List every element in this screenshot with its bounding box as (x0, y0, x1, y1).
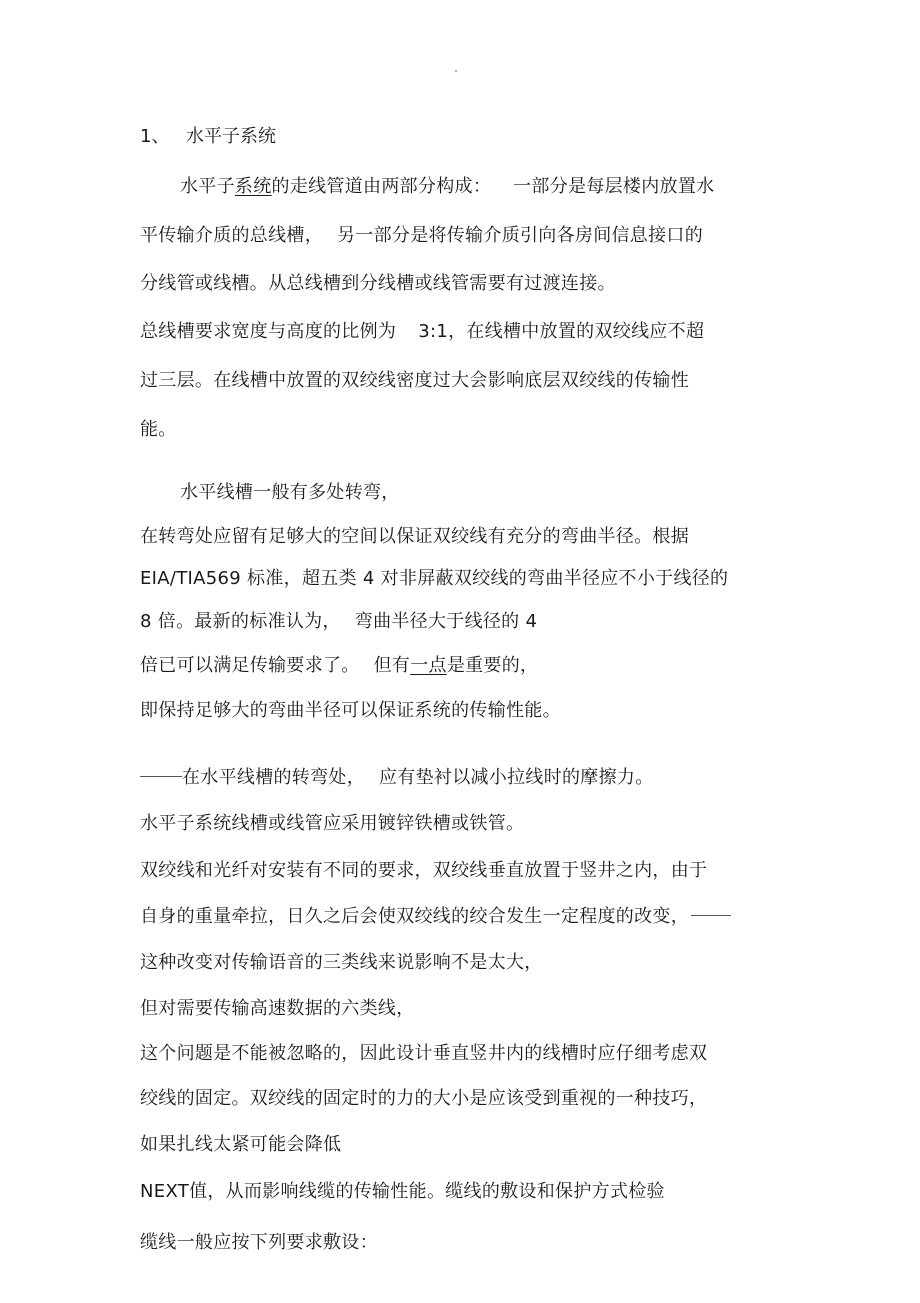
p3-line-1: 水平线槽一般有多处转弯， (180, 482, 400, 503)
p2-line-1: 总线槽要求宽度与高度的比例为 3:1，在线槽中放置的双绞线应不超 (140, 321, 705, 342)
p4-line-7: 这个问题是不能被忽略的，因此设计垂直竖井内的线槽时应仔细考虑双 (140, 1043, 708, 1064)
p4-line-5: 这种改变对传输语音的三类线来说影响不是太大， (140, 952, 543, 973)
p1-line-1: 水平子系统的走线管道由两部分构成： 一部分是每层楼内放置水 (180, 176, 715, 197)
section-number: 1、 (140, 126, 170, 147)
p3-line-5: 倍已可以满足传输要求了。 但有一点是重要的， (140, 655, 539, 676)
p4-line-9: 如果扎线太紧可能会降低 (140, 1134, 342, 1155)
p2-line-3: 能。 (140, 419, 177, 440)
p3-line-4: 8 倍。最新的标准认为， 弯曲半径大于线径的 4 (140, 611, 538, 632)
p4-line-8: 绞线的固定。双绞线的固定时的力的大小是应该受到重视的一种技巧， (140, 1088, 708, 1109)
header-dot (455, 70, 457, 72)
p4-line-3: 双绞线和光纤对安装有不同的要求，双绞线垂直放置于竖井之内，由于 (140, 860, 708, 881)
p4-line-6: 但对需要传输高速数据的六类线， (140, 998, 415, 1019)
underlined-term: 系统 (234, 176, 272, 197)
p1-line-3: 分线管或线槽。从总线槽到分线槽或线管需要有过渡连接。 (140, 273, 616, 294)
p4-line-10: NEXT值，从而影响线缆的传输性能。缆线的敷设和保护方式检验 (140, 1181, 665, 1202)
p4-line-1: 在水平线槽的转弯处， 应有垫衬以减小拉线时的摩擦力。 (140, 766, 654, 790)
p3-line-2: 在转弯处应留有足够大的空间以保证双绞线有充分的弯曲半径。根据 (140, 526, 689, 547)
leading-dash-line (140, 776, 182, 777)
p4-line-11: 缆线一般应按下列要求敷设： (140, 1232, 378, 1253)
p3-line-3: EIA/TIA569 标准，超五类 4 对非屏蔽双绞线的弯曲半径应不小于线径的 (140, 568, 729, 589)
p4-line-4: 自身的重量牵拉，日久之后会使双绞线的绞合发生一定程度的改变， (140, 905, 731, 929)
p4-line-2: 水平子系统线槽或线管应采用镀锌铁槽或铁管。 (140, 813, 525, 834)
p1-line-2: 平传输介质的总线槽， 另一部分是将传输介质引向各房间信息接口的 (140, 225, 703, 246)
p3-line-6: 即保持足够大的弯曲半径可以保证系统的传输性能。 (140, 700, 561, 721)
p2-line-2: 过三层。在线槽中放置的双绞线密度过大会影响底层双绞线的传输性 (140, 370, 689, 391)
section-title: 水平子系统 (186, 126, 276, 147)
trailing-dash-line (691, 915, 731, 916)
underlined-term: 一点 (410, 655, 447, 676)
